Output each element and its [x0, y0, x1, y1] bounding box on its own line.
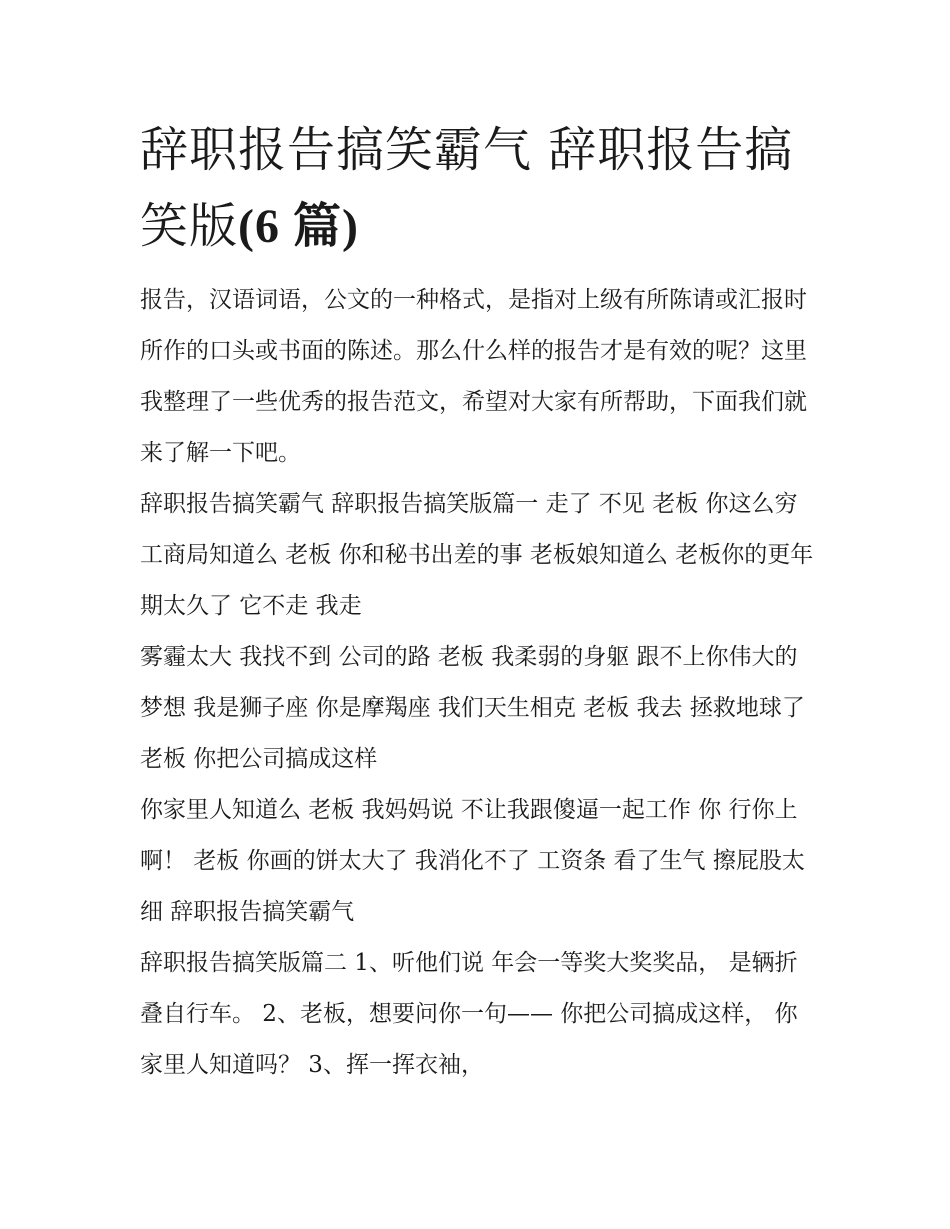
paragraph-1: 辞职报告搞笑霸气 辞职报告搞笑版篇一 走了 不见 老板 你这么穷 工商局知道么 老板 你和秘书出差的事 老板娘知道么 老板你的更年期太久了 它不走 我走	[140, 491, 814, 619]
title-count-open: (6	[238, 200, 280, 253]
paragraph-2: 雾霾太大 我找不到 公司的路 老板 我柔弱的身躯 跟不上你伟大的梦想 我是狮子座 你是摩羯座 我们天生相克 老板 我去 拯救地球了 老板 你把公司搞成这样	[140, 644, 805, 772]
paragraph-3: 你家里人知道么 老板 我妈妈说 不让我跟傻逼一起工作 你 行你上啊！ 老板 你画的饼太大了 我消化不了 工资条 看了生气 擦屁股太细 辞职报告搞笑霸气	[140, 797, 805, 925]
paragraph-intro: 报告，汉语词语，公文的一种格式，是指对上级有所陈请或汇报时所作的口头或书面的陈述。那么什么样的报告才是有效的呢？这里我整理了一些优秀的报告范文，希望对大家有所帮助，下面我们就来了解一下吧。	[140, 287, 807, 466]
document-body	[140, 275, 820, 1091]
document-title	[140, 112, 820, 265]
title-count-unit: 篇	[280, 200, 343, 253]
title-count-close: )	[342, 200, 359, 253]
paragraph-4: 辞职报告搞笑版篇二 1、听他们说 年会一等奖大奖奖品， 是辆折叠自行车。 2、老板，想要问你一句—— 你把公司搞成这样， 你家里人知道吗？ 3、挥一挥衣袖，	[140, 950, 798, 1078]
title-text: 辞职报告搞笑霸气 辞职报告搞笑版	[140, 122, 794, 254]
